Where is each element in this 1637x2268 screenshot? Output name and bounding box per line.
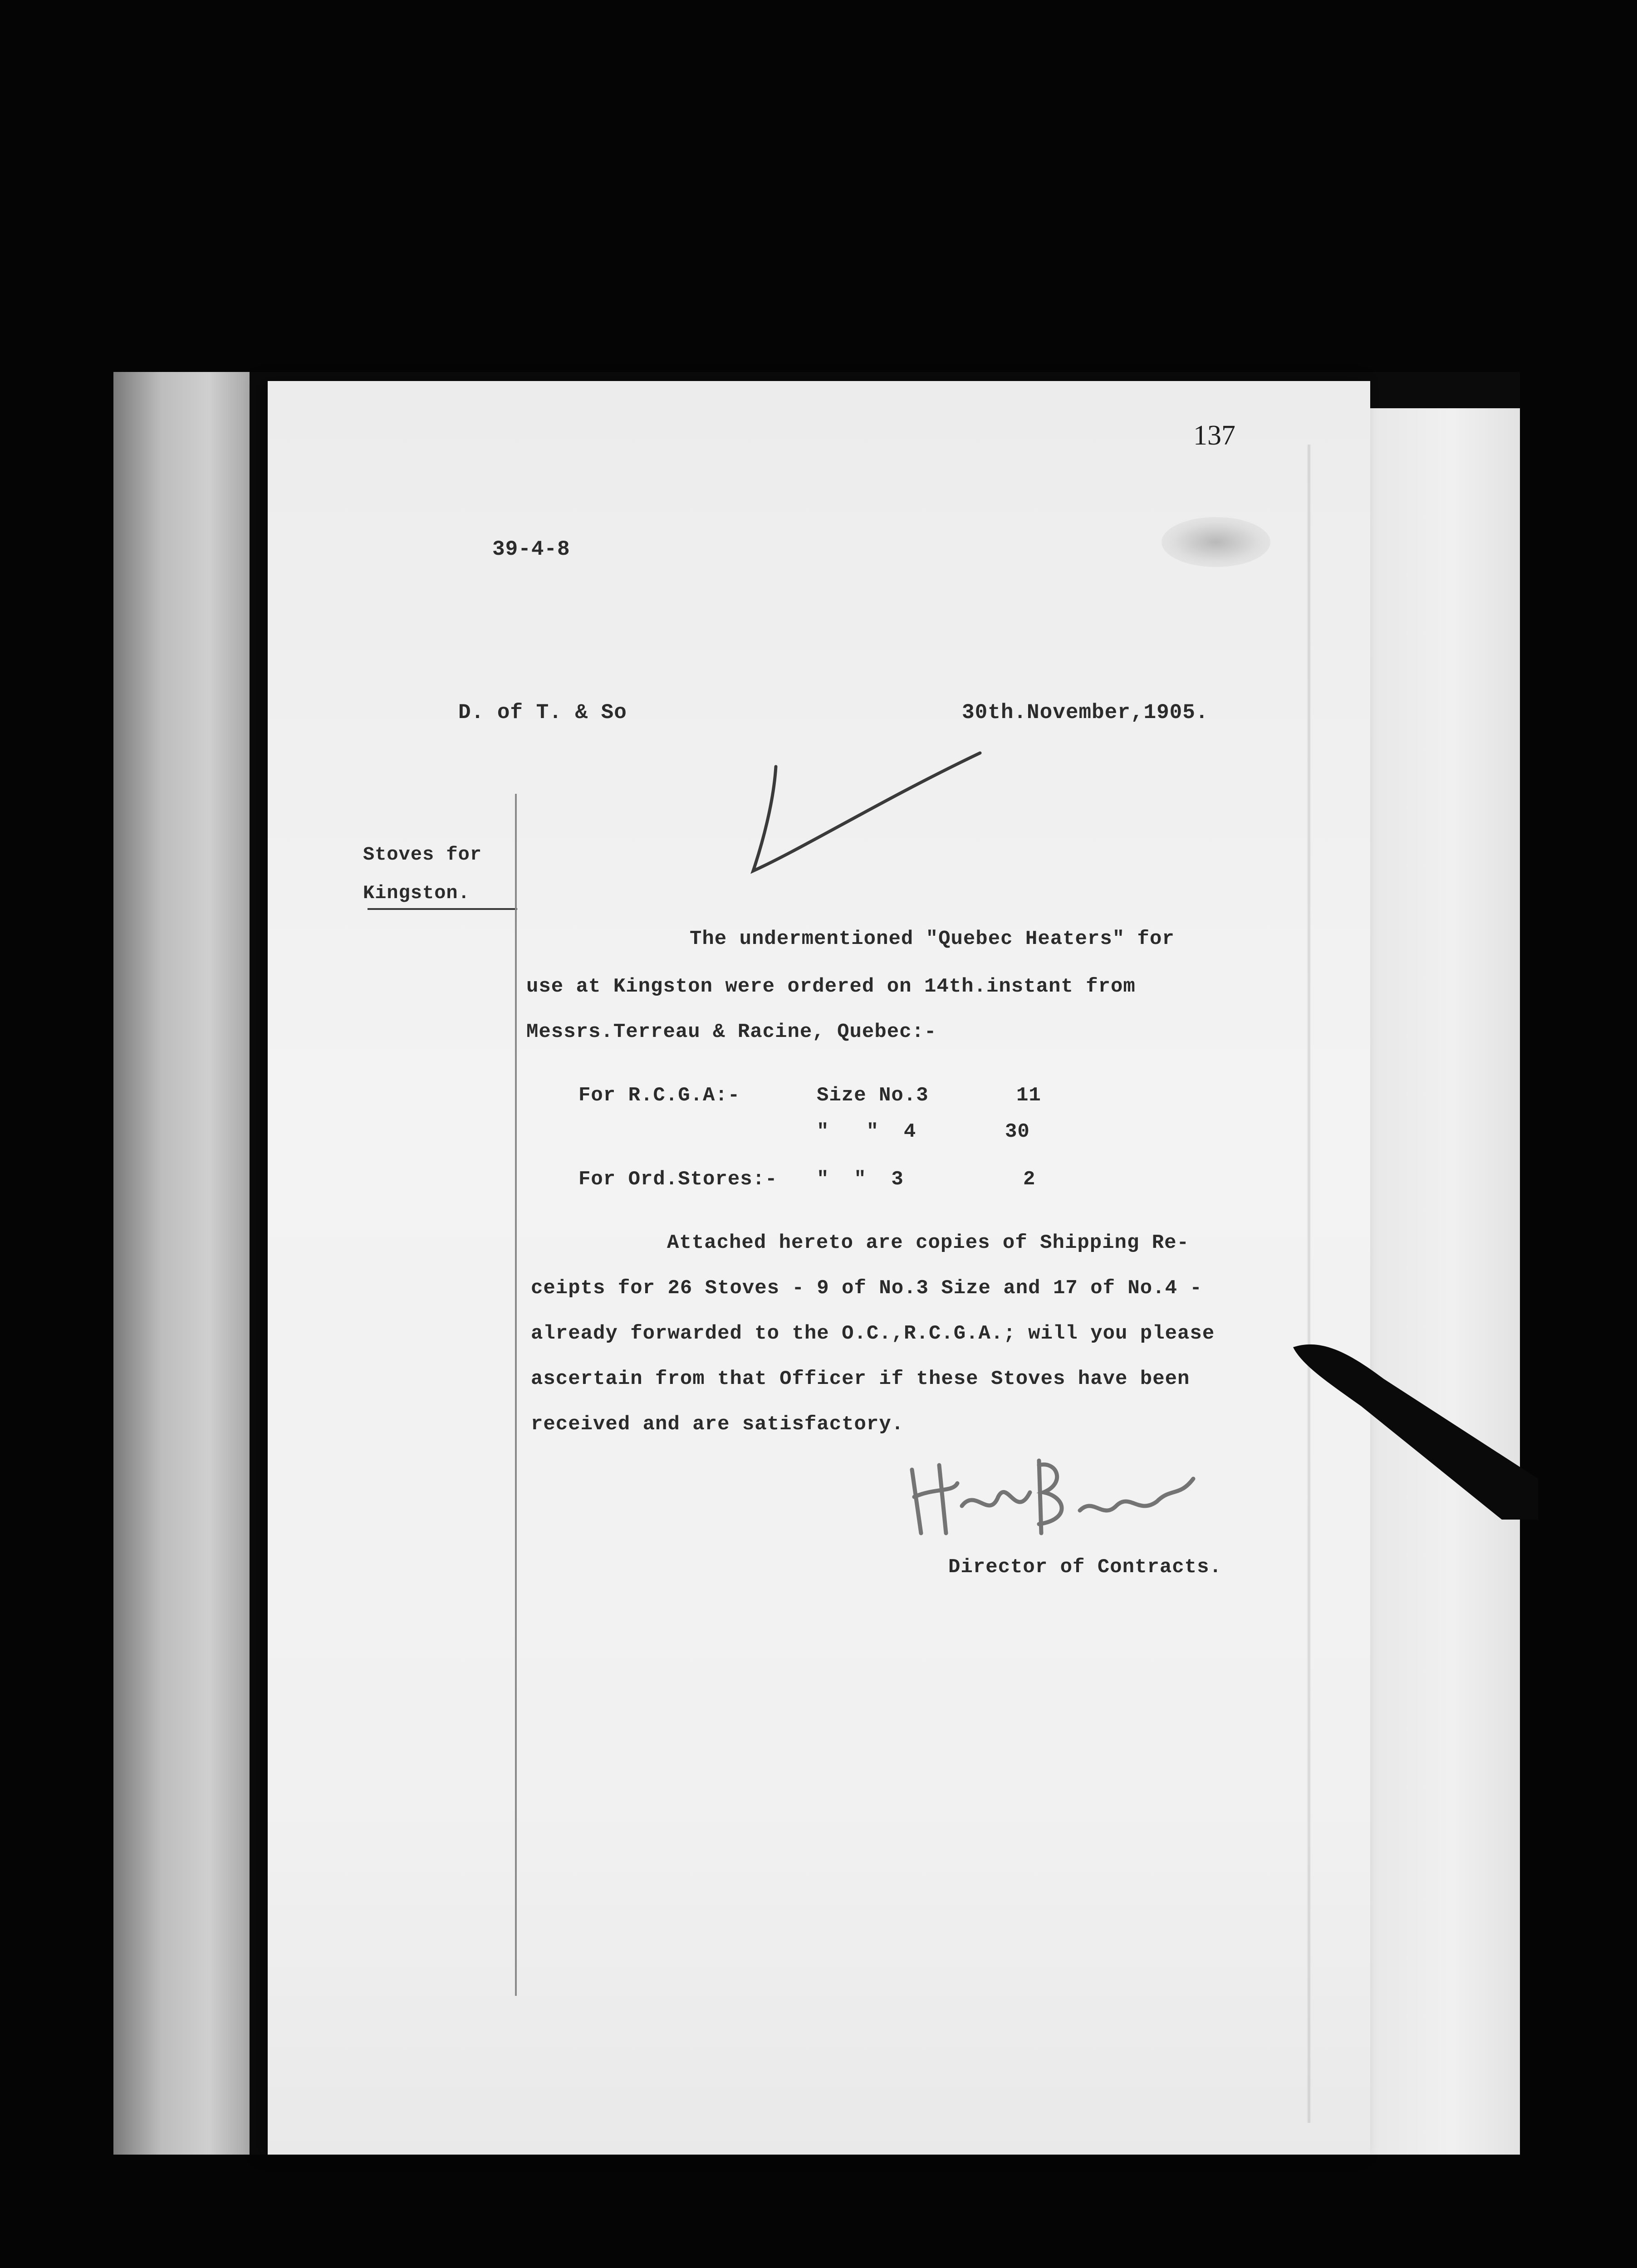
paragraph1-line2: use at Kingston were ordered on 14th.instant from xyxy=(526,975,1136,998)
item3-qty: 2 xyxy=(1023,1168,1036,1191)
item1-qty: 11 xyxy=(1016,1084,1041,1107)
file-reference: 39-4-8 xyxy=(492,538,570,561)
paragraph2-line3: already forwarded to the O.C.,R.C.G.A.; will you please xyxy=(531,1322,1215,1345)
item2-size: " " 4 xyxy=(817,1120,917,1143)
underlying-sheet xyxy=(1352,408,1520,2155)
ink-smudge xyxy=(1162,517,1270,567)
margin-note-line2: Kingston. xyxy=(363,882,470,904)
letter-page xyxy=(268,381,1370,2155)
pointer-pen-shadow xyxy=(1293,1329,1538,1520)
back-sheet-edge xyxy=(113,372,250,2155)
paragraph1-line3: Messrs.Terreau & Racine, Quebec:- xyxy=(526,1021,937,1043)
paragraph2-line1: Attached hereto are copies of Shipping Re- xyxy=(667,1232,1189,1254)
item3-for: For Ord.Stores:- xyxy=(578,1168,778,1191)
item1-size: Size No.3 xyxy=(817,1084,929,1107)
letter-date: 30th.November,1905. xyxy=(962,701,1209,724)
addressee: D. of T. & So xyxy=(458,701,627,724)
paragraph1-line1: The undermentioned "Quebec Heaters" for xyxy=(690,928,1175,950)
page-number: 137 xyxy=(1193,420,1235,451)
margin-rule xyxy=(515,794,517,1996)
margin-note-line1: Stoves for xyxy=(363,844,482,865)
item1-for: For R.C.G.A:- xyxy=(578,1084,740,1107)
item2-qty: 30 xyxy=(1005,1120,1030,1143)
item3-size: " " 3 xyxy=(817,1168,904,1191)
page-fold-shadow xyxy=(1307,445,1311,2123)
signatory-title: Director of Contracts. xyxy=(948,1556,1222,1579)
handwritten-signature xyxy=(903,1442,1198,1551)
paragraph2-line5: received and are satisfactory. xyxy=(531,1413,904,1436)
paragraph2-line2: ceipts for 26 Stoves - 9 of No.3 Size and 17 of No.4 - xyxy=(531,1277,1202,1300)
paragraph2-line4: ascertain from that Officer if these Stoves have been xyxy=(531,1368,1190,1390)
pencil-checkmark xyxy=(749,748,985,885)
margin-note-underline xyxy=(368,908,517,910)
